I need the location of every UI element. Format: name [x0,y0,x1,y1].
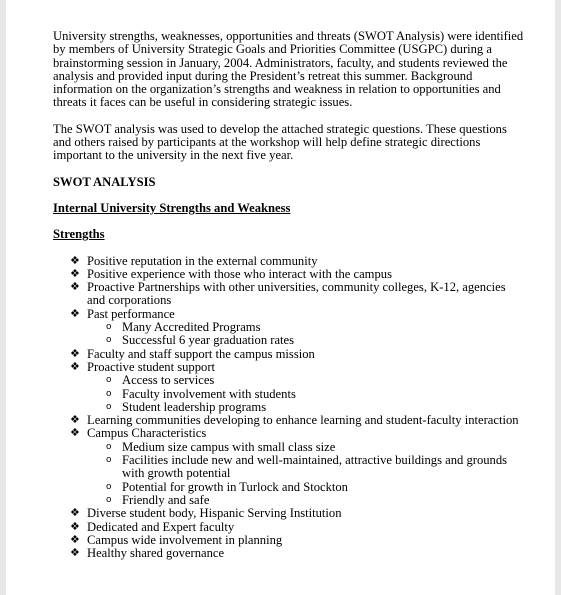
diamond-bullet-icon: ❖ [70,267,80,280]
strength-subitem [87,481,525,494]
strength-item [53,414,525,427]
strength-subitem [87,441,525,454]
strength-item [53,534,525,547]
strength-subitem-text: Faculty involvement with students [122,386,296,401]
diamond-bullet-icon: ❖ [70,427,80,440]
strength-subitem [87,334,525,347]
strength-item [53,348,525,361]
strength-item-text: Campus Characteristics [87,426,207,441]
strength-item-text: Proactive student support [87,359,216,374]
strength-sublist [87,441,525,507]
diamond-bullet-icon: ❖ [70,347,80,360]
strengths-heading: Strengths [53,227,105,242]
circle-bullet-icon: o [106,455,112,466]
strength-item-text: Dedicated and Expert faculty [87,519,235,534]
strength-item-text: Faculty and staff support the campus mission [87,346,315,361]
strength-subitem-text: Medium size campus with small class size [122,439,336,454]
strength-item-text: Positive experience with those who interact with the campus [87,266,392,281]
circle-bullet-icon: o [106,335,112,346]
strength-item-text: Learning communities developing to enhance learning and student-faculty interaction [87,413,519,428]
strength-item [53,281,525,308]
strength-subitem-text: Student leadership programs [122,399,267,414]
strength-subitem-text: Many Accredited Programs [122,320,261,335]
strength-item-text: Proactive Partnerships with other universities, community colleges, K-12, agencies and corporations [87,280,506,308]
circle-bullet-icon: o [106,375,112,386]
strength-item-text: Positive reputation in the external community [87,253,318,268]
strength-subitem-text: Access to services [122,373,215,388]
strength-item [53,521,525,534]
strength-sublist [87,374,525,414]
strength-subitem [87,401,525,414]
intro-paragraph-1: University strengths, weaknesses, opportunities and threats (SWOT Analysis) were identified by members of University Strategic Goals and Priorities Committee (USGPC) during a brainstorming session in January, 2004. Administrators, faculty, and students reviewed the analysis and provided input during the President’s retreat this summer. Background information on the organization’s strengths and weakness in relation to opportunities and threats it faces can be useful in considering strategic issues. [53,29,524,110]
diamond-bullet-icon: ❖ [70,307,80,320]
swot-analysis-heading: SWOT ANALYSIS [53,174,156,189]
strength-subitem [87,494,525,507]
diamond-bullet-icon: ❖ [70,533,80,546]
strength-sublist [87,321,525,348]
circle-bullet-icon: o [106,494,112,505]
strength-subitem-text: Facilities include new and well-maintained, attractive buildings and grounds with growth potential [122,453,508,481]
strength-item [53,268,525,281]
strength-item [53,255,525,268]
strength-item [53,547,525,560]
strength-item-text: Past performance [87,306,175,321]
strength-item-text: Diverse student body, Hispanic Serving Institution [87,506,342,521]
circle-bullet-icon: o [106,401,112,412]
strength-subitem [87,374,525,387]
strength-subitem-text: Friendly and safe [122,492,210,507]
diamond-bullet-icon: ❖ [70,414,80,427]
strength-item [53,361,525,414]
strength-item [53,308,525,348]
diamond-bullet-icon: ❖ [70,507,80,520]
strength-item [53,507,525,520]
internal-strengths-weakness-heading: Internal University Strengths and Weakness [53,200,291,215]
diamond-bullet-icon: ❖ [70,281,80,294]
circle-bullet-icon: o [106,481,112,492]
circle-bullet-icon: o [106,322,112,333]
diamond-bullet-icon: ❖ [70,520,80,533]
diamond-bullet-icon: ❖ [70,547,80,560]
document-page [6,0,555,595]
diamond-bullet-icon: ❖ [70,254,80,267]
strength-item-text: Campus wide involvement in planning [87,532,283,547]
strength-subitem-text: Successful 6 year graduation rates [122,333,295,348]
circle-bullet-icon: o [106,388,112,399]
strength-item [53,427,525,507]
strength-subitem-text: Potential for growth in Turlock and Stockton [122,479,348,494]
strength-subitem [87,454,525,481]
strengths-list [53,255,525,561]
strength-subitem [87,321,525,334]
strength-item-text: Healthy shared governance [87,546,225,561]
diamond-bullet-icon: ❖ [70,360,80,373]
intro-paragraph-2: The SWOT analysis was used to develop the attached strategic questions. These questions and others raised by participants at the workshop will help define strategic directions important to the university in the next five year. [53,121,507,163]
circle-bullet-icon: o [106,441,112,452]
strength-subitem [87,388,525,401]
